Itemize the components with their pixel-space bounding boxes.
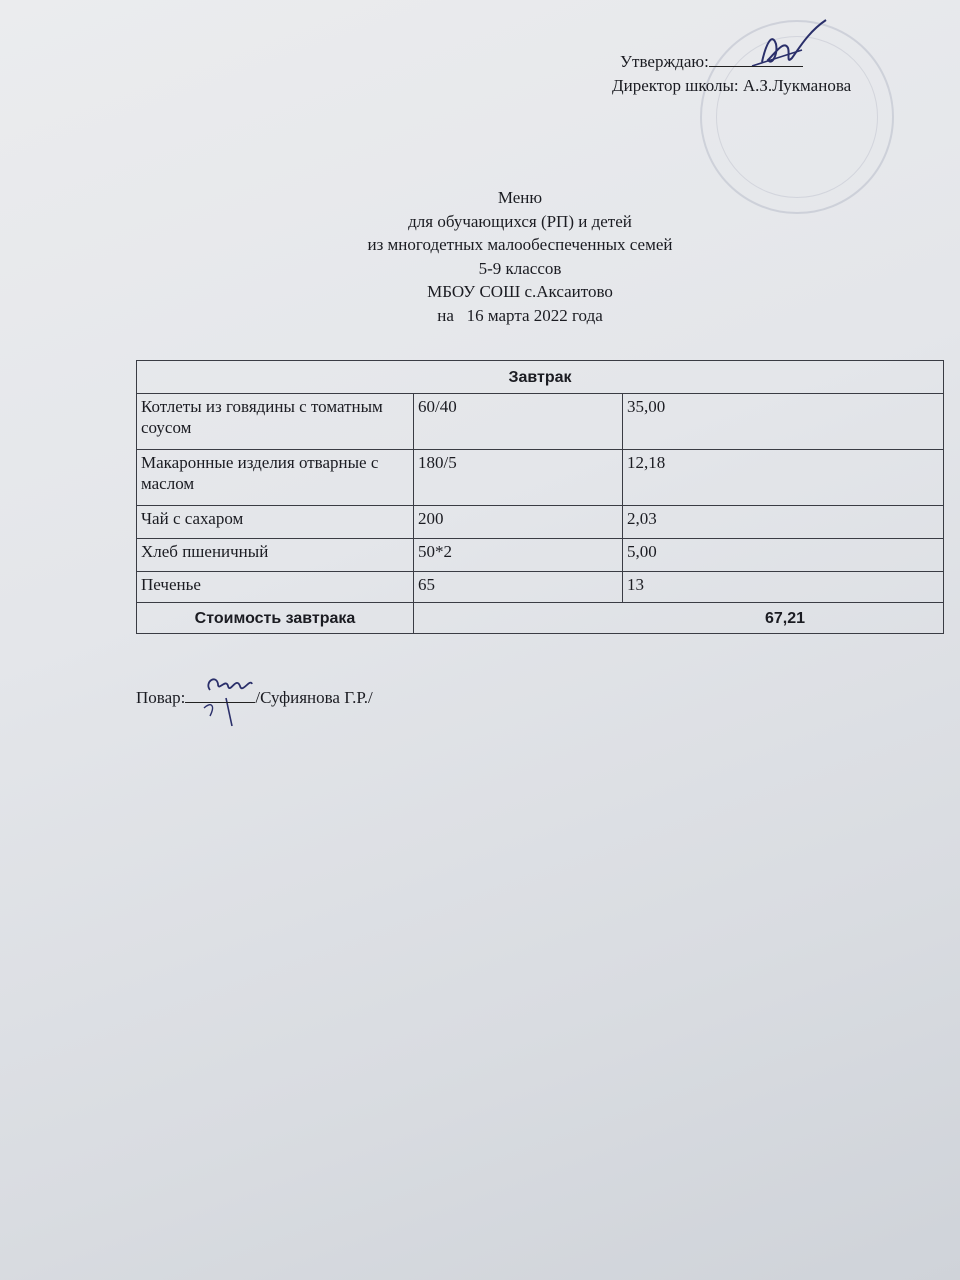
title-line-1: Меню xyxy=(497,188,543,207)
dish-price: 35,00 xyxy=(623,394,944,450)
title-line-2: для обучающихся (РП) и детей xyxy=(408,211,632,231)
approval-line xyxy=(612,50,942,74)
table-row xyxy=(137,506,944,539)
dish-portion: 65 xyxy=(414,572,623,603)
dish-name: Печенье xyxy=(137,572,414,603)
cook-name: /Суфиянова Г.Р./ xyxy=(255,688,373,707)
title-line-6: на 16 марта 2022 года xyxy=(437,305,603,325)
cook-line xyxy=(136,686,373,710)
dish-price: 5,00 xyxy=(623,539,944,572)
dish-portion: 50*2 xyxy=(414,539,623,572)
dish-portion: 200 xyxy=(414,506,623,539)
dish-price: 13 xyxy=(623,572,944,603)
director-line: Директор школы: А.З.Лукманова xyxy=(612,76,852,95)
dish-name: Хлеб пшеничный xyxy=(137,539,414,572)
approve-label: Утверждаю: xyxy=(620,52,709,71)
dish-price: 2,03 xyxy=(623,506,944,539)
total-value: 67,21 xyxy=(414,603,944,634)
dish-name: Чай с сахаром xyxy=(137,506,414,539)
table-row xyxy=(137,450,944,506)
cook-label: Повар: xyxy=(136,688,186,707)
table-row xyxy=(137,539,944,572)
section-header-row xyxy=(137,361,944,394)
dish-name: Макаронные изделия отварные с маслом xyxy=(137,450,414,506)
approval-block xyxy=(612,50,942,98)
total-row xyxy=(137,603,944,634)
table-row xyxy=(137,572,944,603)
document-title xyxy=(300,186,740,327)
title-line-3: из многодетных малообеспеченных семей xyxy=(367,235,673,254)
total-label: Стоимость завтрака xyxy=(137,603,414,634)
table-row xyxy=(137,394,944,450)
menu-table xyxy=(136,360,944,634)
signature-line xyxy=(185,702,255,703)
dish-portion: 180/5 xyxy=(414,450,623,506)
dish-name: Котлеты из говядины с томатным соусом xyxy=(137,394,414,450)
dish-portion: 60/40 xyxy=(414,394,623,450)
title-line-4: 5-9 классов xyxy=(478,258,562,278)
section-header: Завтрак xyxy=(137,361,944,394)
dish-price: 12,18 xyxy=(623,450,944,506)
signature-line xyxy=(709,66,803,67)
title-line-5: МБОУ СОШ с.Аксаитово xyxy=(427,282,613,301)
